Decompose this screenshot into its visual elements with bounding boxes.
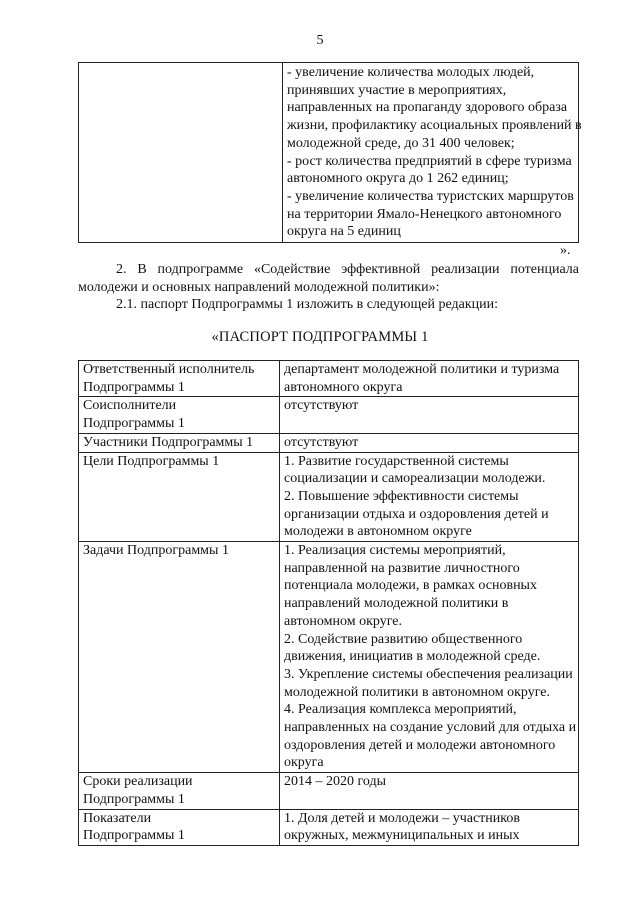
value-line: движения, инициатив в молодежной среде. [284,649,541,665]
paragraph-2-1: 2.1. паспорт Подпрограммы 1 изложить в следующей редакции: [116,297,499,312]
text-line: округа на 5 единиц [287,224,401,240]
table-row [79,773,579,809]
value-line: молодежи в автономном округе [284,524,472,540]
value-line: автономном округе. [284,613,402,629]
row-value [280,433,579,452]
value-line: 2. Повышение эффективности системы [284,488,519,504]
label-line: Подпрограммы 1 [83,416,185,432]
table-row [79,542,579,773]
label-line: Подпрограммы 1 [83,828,185,844]
table-cell-indicators [283,63,582,243]
row-value [280,773,579,809]
value-line: организации отдыха и оздоровления детей и [284,506,549,522]
label-line: Цели Подпрограммы 1 [83,453,220,469]
table-row [79,361,579,397]
value-line: оздоровления детей и молодежи автономного [284,737,556,753]
text-line: - увеличение количества туристских маршрутов [287,188,574,204]
value-line: направлений молодежной политики в [284,596,509,612]
value-line: 4. Реализация комплекса мероприятий, [284,702,517,718]
text-line: - рост количества предприятий в сфере туризма [287,153,572,169]
value-line: направленных на создание условий для отдыха и [284,720,577,736]
label-line: Задачи Подпрограммы 1 [83,543,229,559]
passport-title: «ПАСПОРТ ПОДПРОГРАММЫ 1 [211,329,429,345]
value-line: 2014 – 2020 годы [284,774,387,790]
table-row [79,433,579,452]
row-label [79,542,280,773]
value-line: отсутствуют [284,398,359,414]
row-label [79,773,280,809]
paragraph-2: 2. В подпрограмме «Содействие эффективной реализации потенциала молодежи и основных направлений молодежной политики»: [78,262,579,295]
text-line: молодежной среде, до 31 400 человек; [287,135,515,151]
label-line: Подпрограммы 1 [83,379,185,395]
value-line: округа [284,755,324,771]
text-line: автономного округа до 1 262 единиц; [287,171,509,187]
text-line: на территории Ямало-Ненецкого автономного [287,206,562,222]
table-row [79,397,579,433]
row-value [280,542,579,773]
label-line: Ответственный исполнитель [83,362,255,377]
value-line: 1. Реализация системы мероприятий, [284,543,506,559]
table-cell-empty [79,63,283,243]
table-row [79,452,579,542]
value-line: департамент молодежной политики и туризма [284,362,560,377]
value-line: автономного округа [284,379,403,395]
label-line: Сроки реализации [83,774,193,790]
value-line: 1. Доля детей и молодежи – участников [284,810,520,826]
continued-table [78,62,582,243]
page-number: 5 [316,33,324,48]
value-line: молодежной политики в автономном округе. [284,684,551,700]
row-label [79,397,280,433]
value-line: 1. Развитие государственной системы [284,453,509,469]
value-line: 3. Укрепление системы обеспечения реализации [284,666,573,682]
table-row [79,809,579,845]
row-value [280,452,579,542]
text-line: жизни, профилактику асоциальных проявлений в [287,118,582,134]
text-line: - увеличение количества молодых людей, [287,65,535,80]
value-line: окружных, межмуниципальных и иных [284,828,520,844]
value-line: 2. Содействие развитию общественного [284,631,523,647]
label-line: Участники Подпрограммы 1 [83,434,254,450]
table-row [79,63,579,243]
row-value [280,397,579,433]
passport-table [78,360,579,846]
row-value [280,809,579,845]
value-line: социализации и самореализации молодежи. [284,471,546,487]
row-label [79,361,280,397]
closing-quote: ». [560,243,571,258]
value-line: потенциала молодежи, в рамках основных [284,578,537,594]
row-label [79,809,280,845]
value-line: отсутствуют [284,434,359,450]
value-line: направленной на развитие личностного [284,560,520,576]
label-line: Показатели [83,810,152,826]
text-line: направленных на пропаганду здорового образа [287,100,568,116]
label-line: Соисполнители [83,398,177,414]
label-line: Подпрограммы 1 [83,791,185,807]
row-label [79,433,280,452]
row-label [79,452,280,542]
text-line: принявших участие в мероприятиях, [287,82,507,98]
row-value [280,361,579,397]
